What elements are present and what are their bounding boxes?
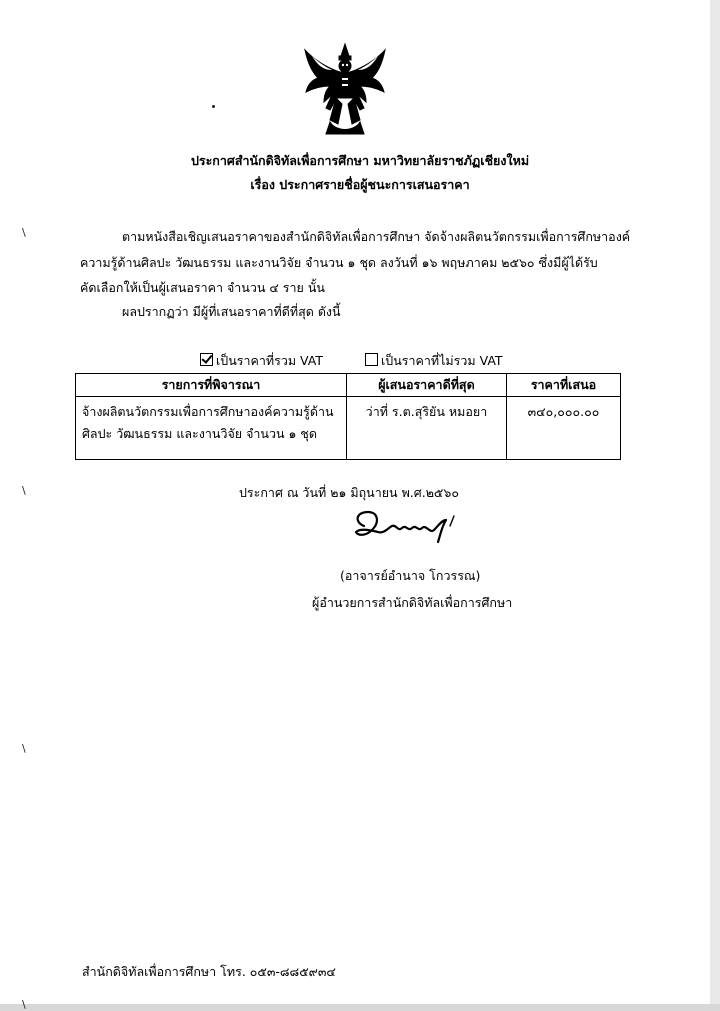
margin-mark: \ [22, 742, 26, 755]
speck [212, 105, 215, 108]
cell-item-line: ศิลปะ วัฒนธรรม และงานวิจัย จำนวน ๑ ชุด [82, 426, 318, 441]
header-item: รายการที่พิจารณา [76, 374, 347, 397]
header-price: ราคาที่เสนอ [506, 374, 620, 397]
vat-excluded-checkbox[interactable] [365, 353, 378, 366]
handwritten-signature [350, 506, 465, 546]
margin-mark: \ [22, 998, 26, 1011]
vat-included-checkbox[interactable] [200, 353, 213, 366]
table-header-row [76, 374, 621, 397]
cell-item-line: จ้างผลิตนวัตกรรมเพื่อการศึกษาองค์ความรู้ด้าน [82, 404, 334, 419]
signer-title: ผู้อำนวยการสำนักดิจิทัลเพื่อการศึกษา [312, 595, 513, 610]
header-bidder: ผู้เสนอราคาดีที่สุด [346, 374, 506, 397]
vat-included-label: เป็นราคาที่รวม VAT [216, 353, 324, 368]
announcement-title: ประกาศสำนักดิจิทัลเพื่อการศึกษา มหาวิทยาลัยราชภัฏเชียงใหม่ [190, 153, 530, 168]
body-paragraph-line: ความรู้ด้านศิลปะ วัฒนธรรม และงานวิจัย จำนวน ๑ ชุด ลงวันที่ ๑๖ พฤษภาคม ๒๕๖๐ ซึ่งมีผู้ได้รับ [80, 255, 598, 270]
margin-mark: \ [22, 226, 26, 239]
margin-mark: \ [22, 484, 26, 497]
cell-bidder: ว่าที่ ร.ต.สุริยัน หมอยา [346, 397, 506, 460]
signer-name: (อาจารย์อำนาจ โกวรรณ) [340, 568, 481, 583]
cell-price: ๓๔๐,๐๐๐.๐๐ [506, 397, 620, 460]
table-row [76, 397, 621, 460]
body-paragraph-line: คัดเลือกให้เป็นผู้เสนอราคา จำนวน ๔ ราย นั้น [80, 280, 325, 295]
bid-result-table [75, 373, 621, 460]
announcement-date: ประกาศ ณ วันที่ ๒๑ มิถุนายน พ.ศ.๒๕๖๐ [239, 485, 459, 500]
vat-options [200, 351, 503, 371]
scan-edge-bottom [0, 1004, 720, 1011]
body-paragraph-line: ผลปรากฏว่า มีผู้ที่เสนอราคาที่ดีที่สุด ดังนี้ [122, 304, 341, 319]
announcement-subject: เรื่อง ประกาศรายชื่อผู้ชนะการเสนอราคา [250, 177, 470, 192]
garuda-emblem-icon [300, 42, 390, 138]
footer-contact: สำนักดิจิทัลเพื่อการศึกษา โทร. ๐๕๓-๘๘๕๙๓๔ [82, 964, 336, 979]
vat-excluded-label: เป็นราคาที่ไม่รวม VAT [381, 353, 503, 368]
body-paragraph-line: ตามหนังสือเชิญเสนอราคาของสำนักดิจิทัลเพื่อการศึกษา จัดจ้างผลิตนวัตกรรมเพื่อการศึกษาองค์ [122, 229, 631, 244]
cell-item [76, 397, 347, 460]
